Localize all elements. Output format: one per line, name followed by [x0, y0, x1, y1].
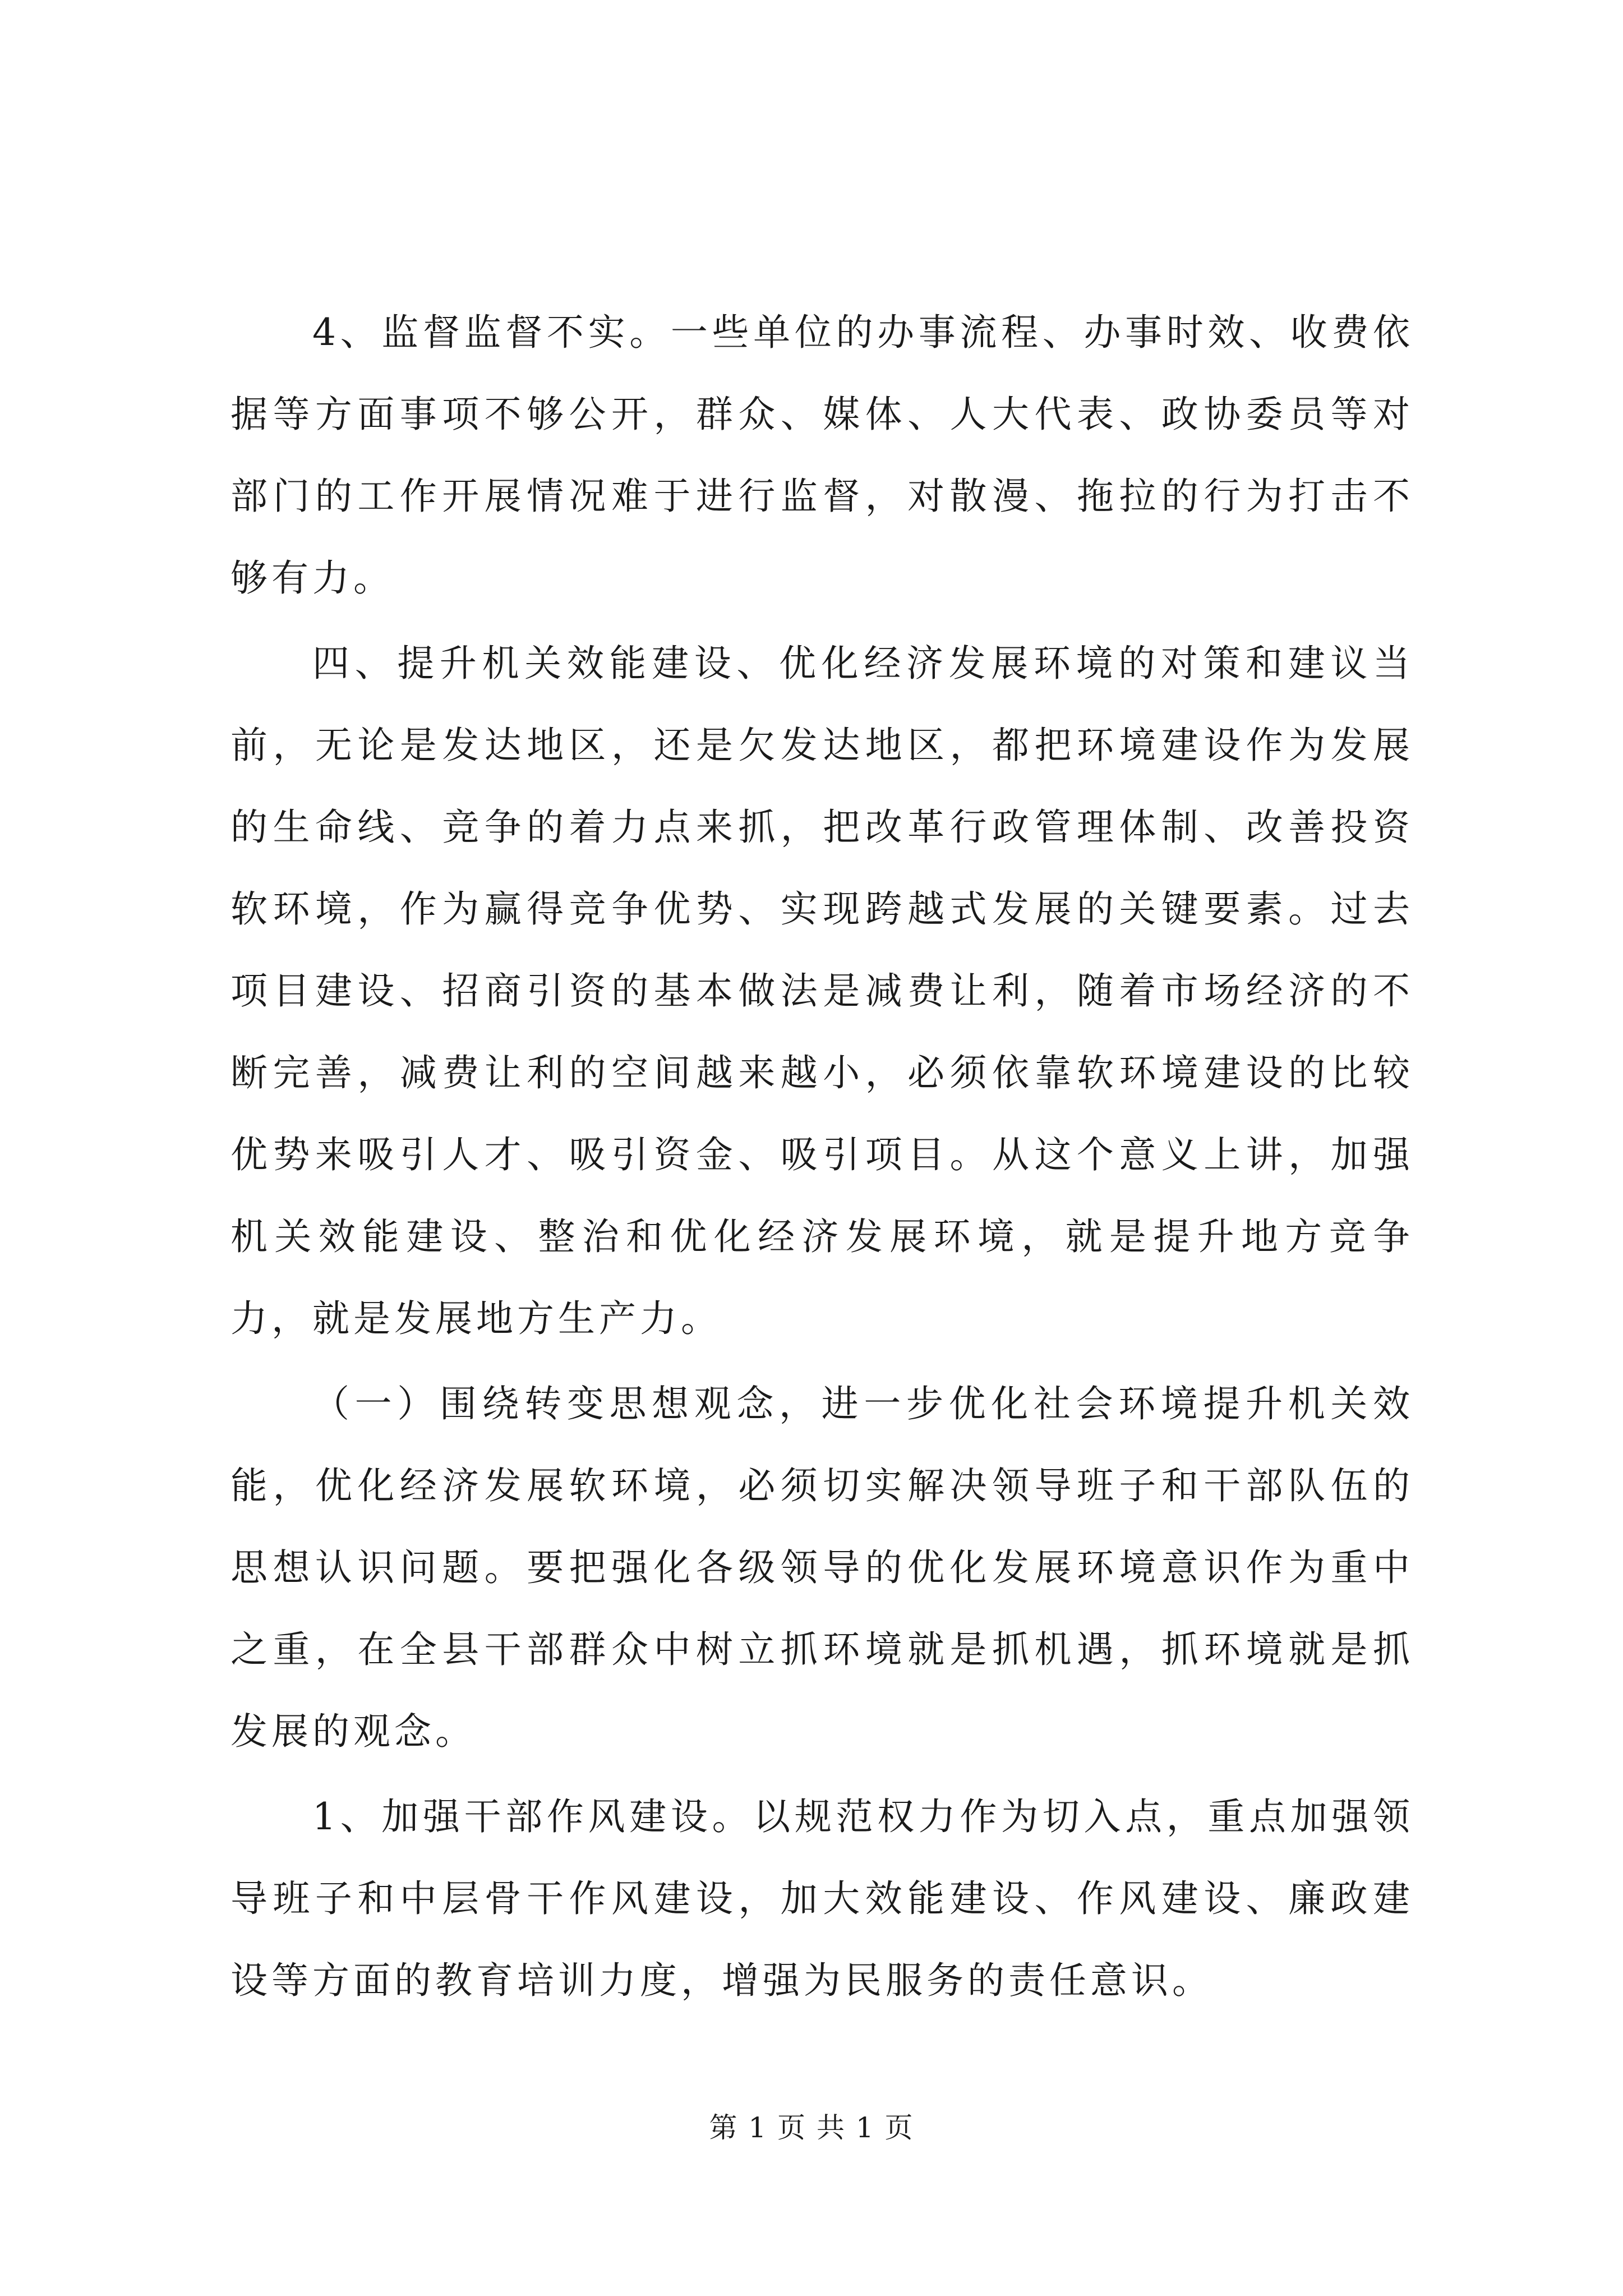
paragraph-subsection-one: （一）围绕转变思想观念，进一步优化社会环境提升机关效能，优化经济发展软环境，必须切实解决领导班子和干部队伍的思想认识问题。要把强化各级领导的优化发展环境意识作为重中之重，在全县干部群众中树立抓环境就是抓机遇，抓环境就是抓发展的观念。 — [230, 1382, 1414, 1753]
paragraph-section-four: 四、提升机关效能建设、优化经济发展环境的对策和建议当前，无论是发达地区，还是欠发达地区，都把环境建设作为发展的生命线、竞争的着力点来抓，把改革行政管理体制、改善投资软环境，作为赢得竞争优势、实现跨越式发展的关键要素。过去项目建设、招商引资的基本做法是减费让利，随着市场经济的不断完善，减费让利的空间越来越小，必须依靠软环境建设的比较优势来吸引人才、吸引资金、吸引项目。从这个意义上讲，加强机关效能建设、整治和优化经济发展环境，就是提升地方竞争力，就是发展地方生产力。 — [230, 642, 1414, 1340]
document-body — [230, 292, 1414, 2022]
paragraph-cadre-style: 1、加强干部作风建设。以规范权力作为切入点，重点加强领导班子和中层骨干作风建设，加大效能建设、作风建设、廉政建设等方面的教育培训力度，增强为民服务的责任意识。 — [230, 1795, 1414, 2002]
paragraph-supervision: 4、监督监督不实。一些单位的办事流程、办事时效、收费依据等方面事项不够公开，群众、媒体、人大代表、政协委员等对部门的工作开展情况难于进行监督，对散漫、拖拉的行为打击不够有力。 — [230, 311, 1414, 600]
page-footer: 第 1 页 共 1 页 — [709, 2111, 914, 2144]
